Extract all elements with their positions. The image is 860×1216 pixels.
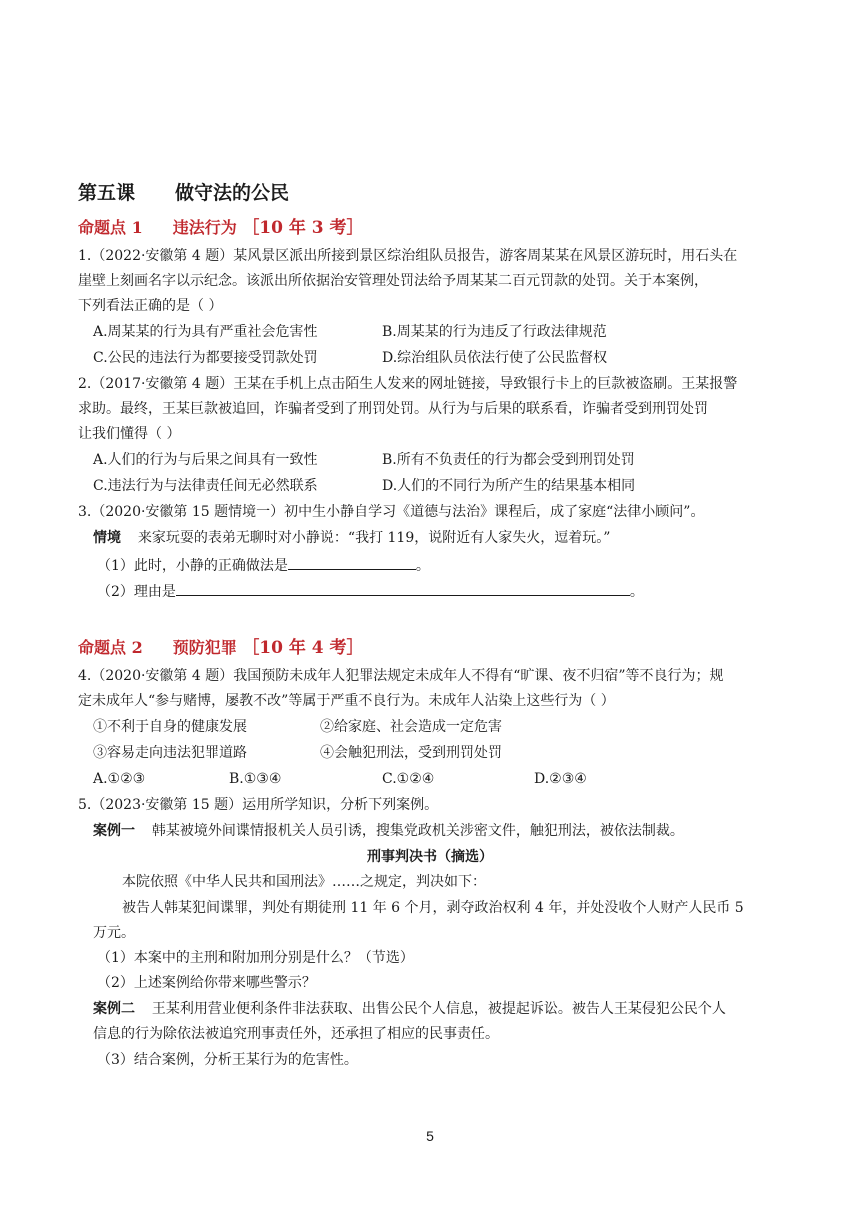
q4-item-4: ④会触犯刑法，受到刑罚处罚 [320,745,502,761]
q5-subquestion-2: （2）上述案例给你带来哪些警示？ [97,975,316,991]
topic-1-count: ［10 年 3 考］ [242,218,364,238]
q5-stem: 5.（2023·安徽第 15 题）运用所学知识，分析下列案例。 [78,797,439,813]
q3-subquestion-2 [97,580,644,602]
q3-sub1-prefix: （1）此时，小静的正确做法是 [97,558,288,574]
q3-scenario [93,528,610,548]
topic-1-name: 违法行为 [172,218,237,237]
q2-option-c: C.违法行为与法律责任间无必然联系 [93,478,318,494]
q3-sub2-suffix: 。 [629,584,644,600]
q4-option-a: A.①②③ [93,771,146,787]
q5-case-2-line-2: 信息的行为除依法被追究刑事责任外，还承担了相应的民事责任。 [93,1026,499,1042]
q5-case1-text: 韩某被境外间谍情报机关人员引诱，搜集党政机关涉密文件，触犯刑法，被依法制裁。 [151,823,684,839]
q3-subquestion-1 [97,554,430,576]
q1-stem-line-2: 崖壁上刻画名字以示纪念。该派出所依据治安管理处罚法给予周某某二百元罚款的处罚。关于本案例， [78,273,708,289]
q2-option-a: A.人们的行为与后果之间具有一致性 [93,452,318,468]
q5-case2-label: 案例二 [93,1001,135,1017]
topic-1-heading [78,213,364,238]
q5-verdict-line-3: 万元。 [93,925,135,941]
q2-stem-line-3: 让我们懂得（ ） [78,426,181,442]
q5-case1-label: 案例一 [93,823,135,839]
q5-verdict-line-2: 被告人韩某犯间谍罪，判处有期徒刑 11 年 6 个月，剥夺政治权利 4 年，并处没收个人财产人民币 5 [122,900,744,916]
q3-answer-blank-1[interactable] [288,554,416,570]
q5-case2-text: 王某利用营业便利条件非法获取、出售公民个人信息，被提起诉讼。被告人王某侵犯公民个人 [151,1001,726,1017]
q4-item-2: ②给家庭、社会造成一定危害 [320,719,502,735]
q4-stem-line-2: 定未成年人“参与赌博，屡教不改”等属于严重不良行为。未成年人沾染上这些行为（ ） [78,693,615,709]
q2-stem-line-2: 求助。最终，王某巨款被追回，诈骗者受到了刑罚处罚。从行为与后果的联系看，诈骗者受到刑罚处罚 [78,401,708,417]
lesson-subtitle: 做守法的公民 [175,182,290,204]
topic-1-label: 命题点 1 [78,218,143,237]
q1-option-a: A.周某某的行为具有严重社会危害性 [93,324,318,340]
q3-stem: 3.（2020·安徽第 15 题情境一）初中生小静自学习《道德与法治》课程后，成了家庭“法律小顾问”。 [78,504,705,520]
q1-stem-line-1: 1.（2022·安徽第 4 题）某风景区派出所接到景区综治组队员报告，游客周某某在风景区游玩时，用石头在 [78,248,738,264]
q4-option-b: B.①③④ [229,771,282,787]
q2-option-d: D.人们的不同行为所产生的结果基本相同 [382,478,636,494]
topic-2-count: ［10 年 4 考］ [242,638,364,658]
q2-option-b: B.所有不负责任的行为都会受到刑罚处罚 [382,452,635,468]
lesson-title [78,178,289,205]
page-number: 5 [426,1128,434,1144]
q4-item-3: ③容易走向违法犯罪道路 [93,745,247,761]
q4-option-c: C.①②④ [382,771,435,787]
q5-verdict-line-1: 本院依照《中华人民共和国刑法》……之规定，判决如下： [122,874,486,890]
q4-option-d: D.②③④ [534,771,587,787]
q5-case-2-line-1 [93,999,726,1019]
q3-scenario-label: 情境 [93,530,121,546]
q1-option-c: C.公民的违法行为都要接受罚款处罚 [93,350,318,366]
q3-sub2-prefix: （2）理由是 [97,584,176,600]
topic-2-label: 命题点 2 [78,638,143,657]
q1-stem-line-3: 下列看法正确的是（ ） [78,298,223,314]
q4-item-1: ①不利于自身的健康发展 [93,719,247,735]
q3-answer-blank-2[interactable] [176,580,630,596]
q4-stem-line-1: 4.（2020·安徽第 4 题）我国预防未成年人犯罪法规定未成年人不得有“旷课、夜不归宿”等不良行为；规 [78,668,724,684]
q2-stem-line-1: 2.（2017·安徽第 4 题）王某在手机上点击陌生人发来的网址链接，导致银行卡上的巨款被盗刷。王某报警 [78,376,738,392]
q5-subquestion-3: （3）结合案例，分析王某行为的危害性。 [97,1052,358,1068]
q3-sub1-suffix: 。 [415,558,430,574]
lesson-number: 第五课 [78,182,136,204]
topic-2-name: 预防犯罪 [172,638,237,657]
q1-option-b: B.周某某的行为违反了行政法律规范 [382,324,607,340]
q5-subquestion-1: （1）本案中的主刑和附加刑分别是什么？（节选） [97,950,414,966]
topic-2-heading [78,633,364,658]
q5-case-1 [93,821,684,841]
q1-option-d: D.综治组队员依法行使了公民监督权 [382,350,608,366]
q3-scenario-text: 来家玩耍的表弟无聊时对小静说：“我打 119，说附近有人家失火，逗着玩。” [137,530,611,546]
q5-verdict-title: 刑事判决书（摘选） [367,849,493,865]
